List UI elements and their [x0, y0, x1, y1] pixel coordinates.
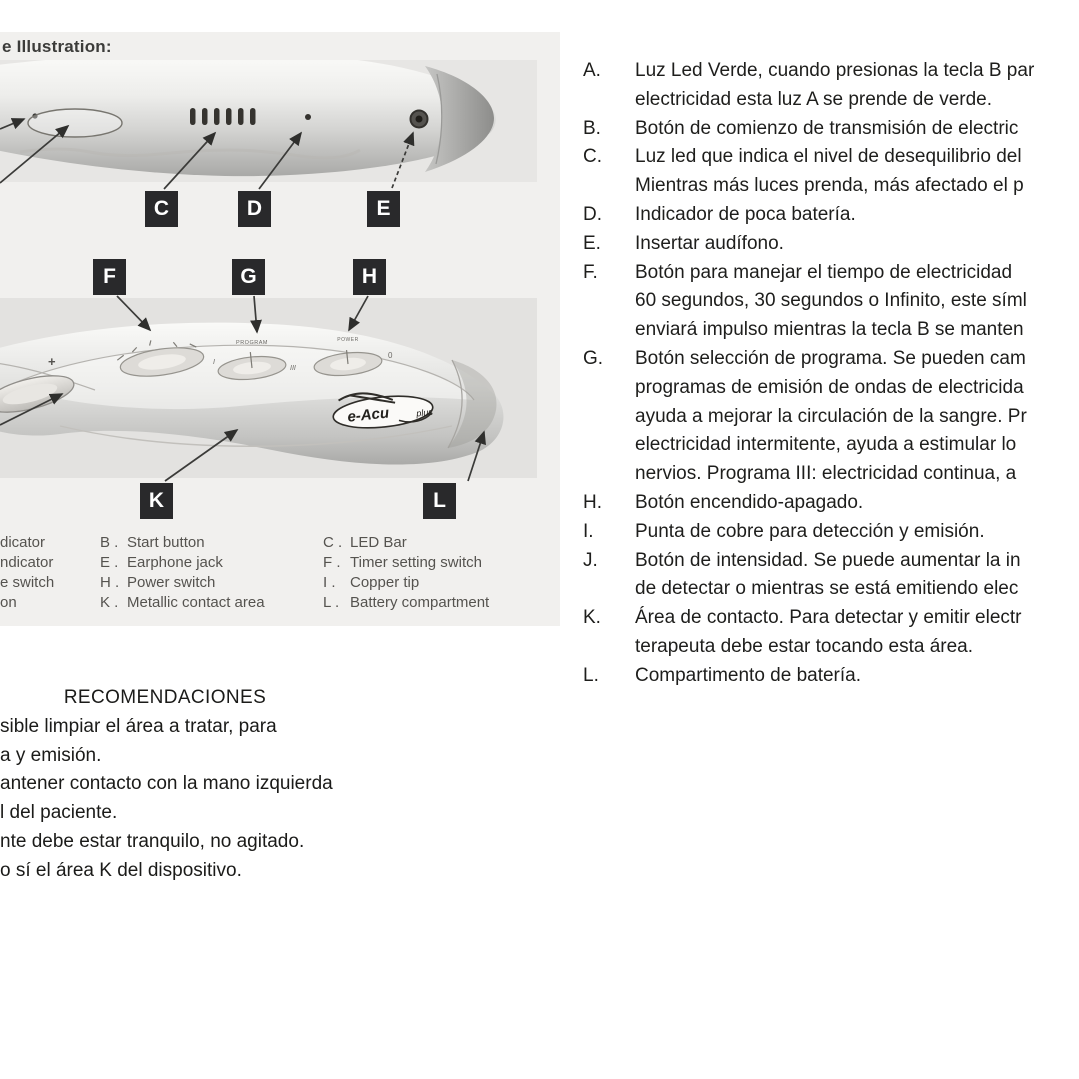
intensity-plus-mark: +	[48, 354, 56, 369]
list-item	[583, 86, 1079, 115]
list-item	[583, 316, 1079, 345]
logo-suffix-text: plus	[415, 406, 434, 419]
legend-row	[0, 554, 548, 574]
recommendation-line: l del paciente.	[0, 802, 118, 824]
item-text: Botón de intensidad. Se puede aumentar la in	[635, 549, 1021, 571]
device-side-view-illustration	[0, 298, 537, 478]
item-text: Indicador de poca batería.	[635, 203, 856, 225]
item-letter: E.	[583, 232, 601, 254]
item-text: Botón selección de programa. Se pueden cam	[635, 347, 1026, 369]
start-button-b	[28, 109, 122, 137]
callout-box-c: C	[145, 191, 178, 227]
program-mark-left: I	[213, 359, 215, 366]
item-letter: L.	[583, 664, 599, 686]
callout-box-l: L	[423, 483, 456, 519]
parts-legend	[0, 534, 548, 614]
list-item	[583, 633, 1079, 662]
item-text: Compartimento de batería.	[635, 664, 862, 686]
legend-col1-fragment: dicator	[0, 534, 46, 551]
item-text: nervios. Programa III: electricidad continua, a	[635, 463, 1017, 485]
list-item	[583, 230, 1079, 259]
legend-col1-fragment: ndicator	[0, 554, 54, 571]
list-item	[583, 374, 1079, 403]
program-label: PROGRAM	[236, 340, 268, 346]
legend-entry-c: C . LED Bar	[323, 534, 407, 551]
item-text: Mientras más luces prenda, más afectado el p	[635, 175, 1024, 197]
legend-entry-e: E . Earphone jack	[100, 554, 223, 571]
list-item	[583, 431, 1079, 460]
legend-entry-f: F . Timer setting switch	[323, 554, 482, 571]
list-item	[583, 57, 1079, 86]
list-item	[583, 287, 1079, 316]
callout-box-f: F	[93, 259, 126, 295]
list-item	[583, 143, 1079, 172]
callout-box-e: E	[367, 191, 400, 227]
item-text: Punta de cobre para detección y emisión.	[635, 520, 985, 542]
legend-row	[0, 594, 548, 614]
list-item	[583, 259, 1079, 288]
callout-box-g: G	[232, 259, 265, 295]
item-letter: J.	[583, 549, 598, 571]
item-text: programas de emisión de ondas de electricida	[635, 376, 1024, 398]
item-letter: K.	[583, 607, 601, 629]
power-label: POWER	[337, 337, 359, 343]
list-item	[583, 460, 1079, 489]
illustration-title: e Illustration:	[2, 37, 112, 56]
item-text: Luz led que indica el nivel de desequilibrio del	[635, 146, 1022, 168]
earphone-jack-hole	[416, 116, 423, 123]
parts-description-list	[583, 57, 1079, 691]
recommendation-line: o sí el área K del dispositivo.	[0, 859, 242, 881]
low-battery-indicator-d	[305, 114, 311, 120]
program-mark-right: III	[290, 365, 296, 372]
item-letter: F.	[583, 261, 598, 283]
device-side-view-band	[0, 298, 537, 478]
callout-box-d: D	[238, 191, 271, 227]
recommendations-title: RECOMENDACIONES	[63, 687, 267, 708]
item-text: Insertar audífono.	[635, 232, 784, 254]
recommendation-line: a y emisión.	[0, 744, 102, 766]
device-top-view-band	[0, 60, 537, 182]
legend-entry-h: H . Power switch	[100, 574, 216, 591]
list-item	[583, 604, 1079, 633]
callout-box-k: K	[140, 483, 173, 519]
item-text: Área de contacto. Para detectar y emitir electr	[635, 607, 1022, 629]
item-text: Botón para manejar el tiempo de electricidad	[635, 261, 1013, 283]
item-text: enviará impulso mientras la tecla B se manten	[635, 319, 1024, 341]
list-item	[583, 115, 1079, 144]
item-text: electricidad intermitente, ayuda a estimular lo	[635, 434, 1017, 456]
item-letter: H.	[583, 491, 602, 513]
item-letter: G.	[583, 347, 604, 369]
item-text: Botón de comienzo de transmisión de electric	[635, 117, 1019, 139]
item-letter: A.	[583, 60, 601, 81]
legend-row	[0, 574, 548, 594]
recommendation-line: sible limpiar el área a tratar, para	[0, 715, 277, 737]
logo-main-text: e-Acu	[346, 404, 390, 426]
device-top-view-illustration	[0, 60, 537, 182]
item-letter: C.	[583, 146, 602, 168]
legend-row	[0, 534, 548, 554]
callout-box-h: H	[353, 259, 386, 295]
legend-col1-fragment: on	[0, 594, 17, 611]
recommendation-line: antener contacto con la mano izquierda	[0, 773, 333, 795]
list-item	[583, 172, 1079, 201]
device-illustration-panel	[0, 32, 560, 626]
item-text: de detectar o mientras se está emitiendo elec	[635, 578, 1019, 600]
item-text: electricidad esta luz A se prende de verde.	[635, 88, 993, 110]
list-item	[583, 201, 1079, 230]
power-off-mark: 0	[388, 351, 393, 360]
recommendations-section	[0, 684, 333, 886]
item-text: terapeuta debe estar tocando esta área.	[635, 635, 974, 657]
legend-entry-k: K . Metallic contact area	[100, 594, 265, 611]
legend-entry-i: I . Copper tip	[323, 574, 420, 591]
item-text: Botón encendido-apagado.	[635, 491, 864, 513]
legend-entry-b: B . Start button	[100, 534, 205, 551]
recommendation-line: nte debe estar tranquilo, no agitado.	[0, 830, 305, 852]
list-item	[583, 489, 1079, 518]
list-item	[583, 662, 1079, 691]
legend-entry-l: L . Battery compartment	[323, 594, 490, 611]
list-item	[583, 547, 1079, 576]
list-item	[583, 575, 1079, 604]
list-item	[583, 403, 1079, 432]
list-item	[583, 518, 1079, 547]
item-letter: B.	[583, 117, 601, 139]
item-letter: I.	[583, 520, 594, 542]
item-text: ayuda a mejorar la circulación de la sangre. Pr	[635, 405, 1027, 427]
item-text: Luz Led Verde, cuando presionas la tecla B par	[635, 60, 1035, 81]
legend-col1-fragment: e switch	[0, 574, 55, 591]
item-text: 60 segundos, 30 segundos o Infinito, este síml	[635, 290, 1027, 312]
item-letter: D.	[583, 203, 602, 225]
list-item	[583, 345, 1079, 374]
